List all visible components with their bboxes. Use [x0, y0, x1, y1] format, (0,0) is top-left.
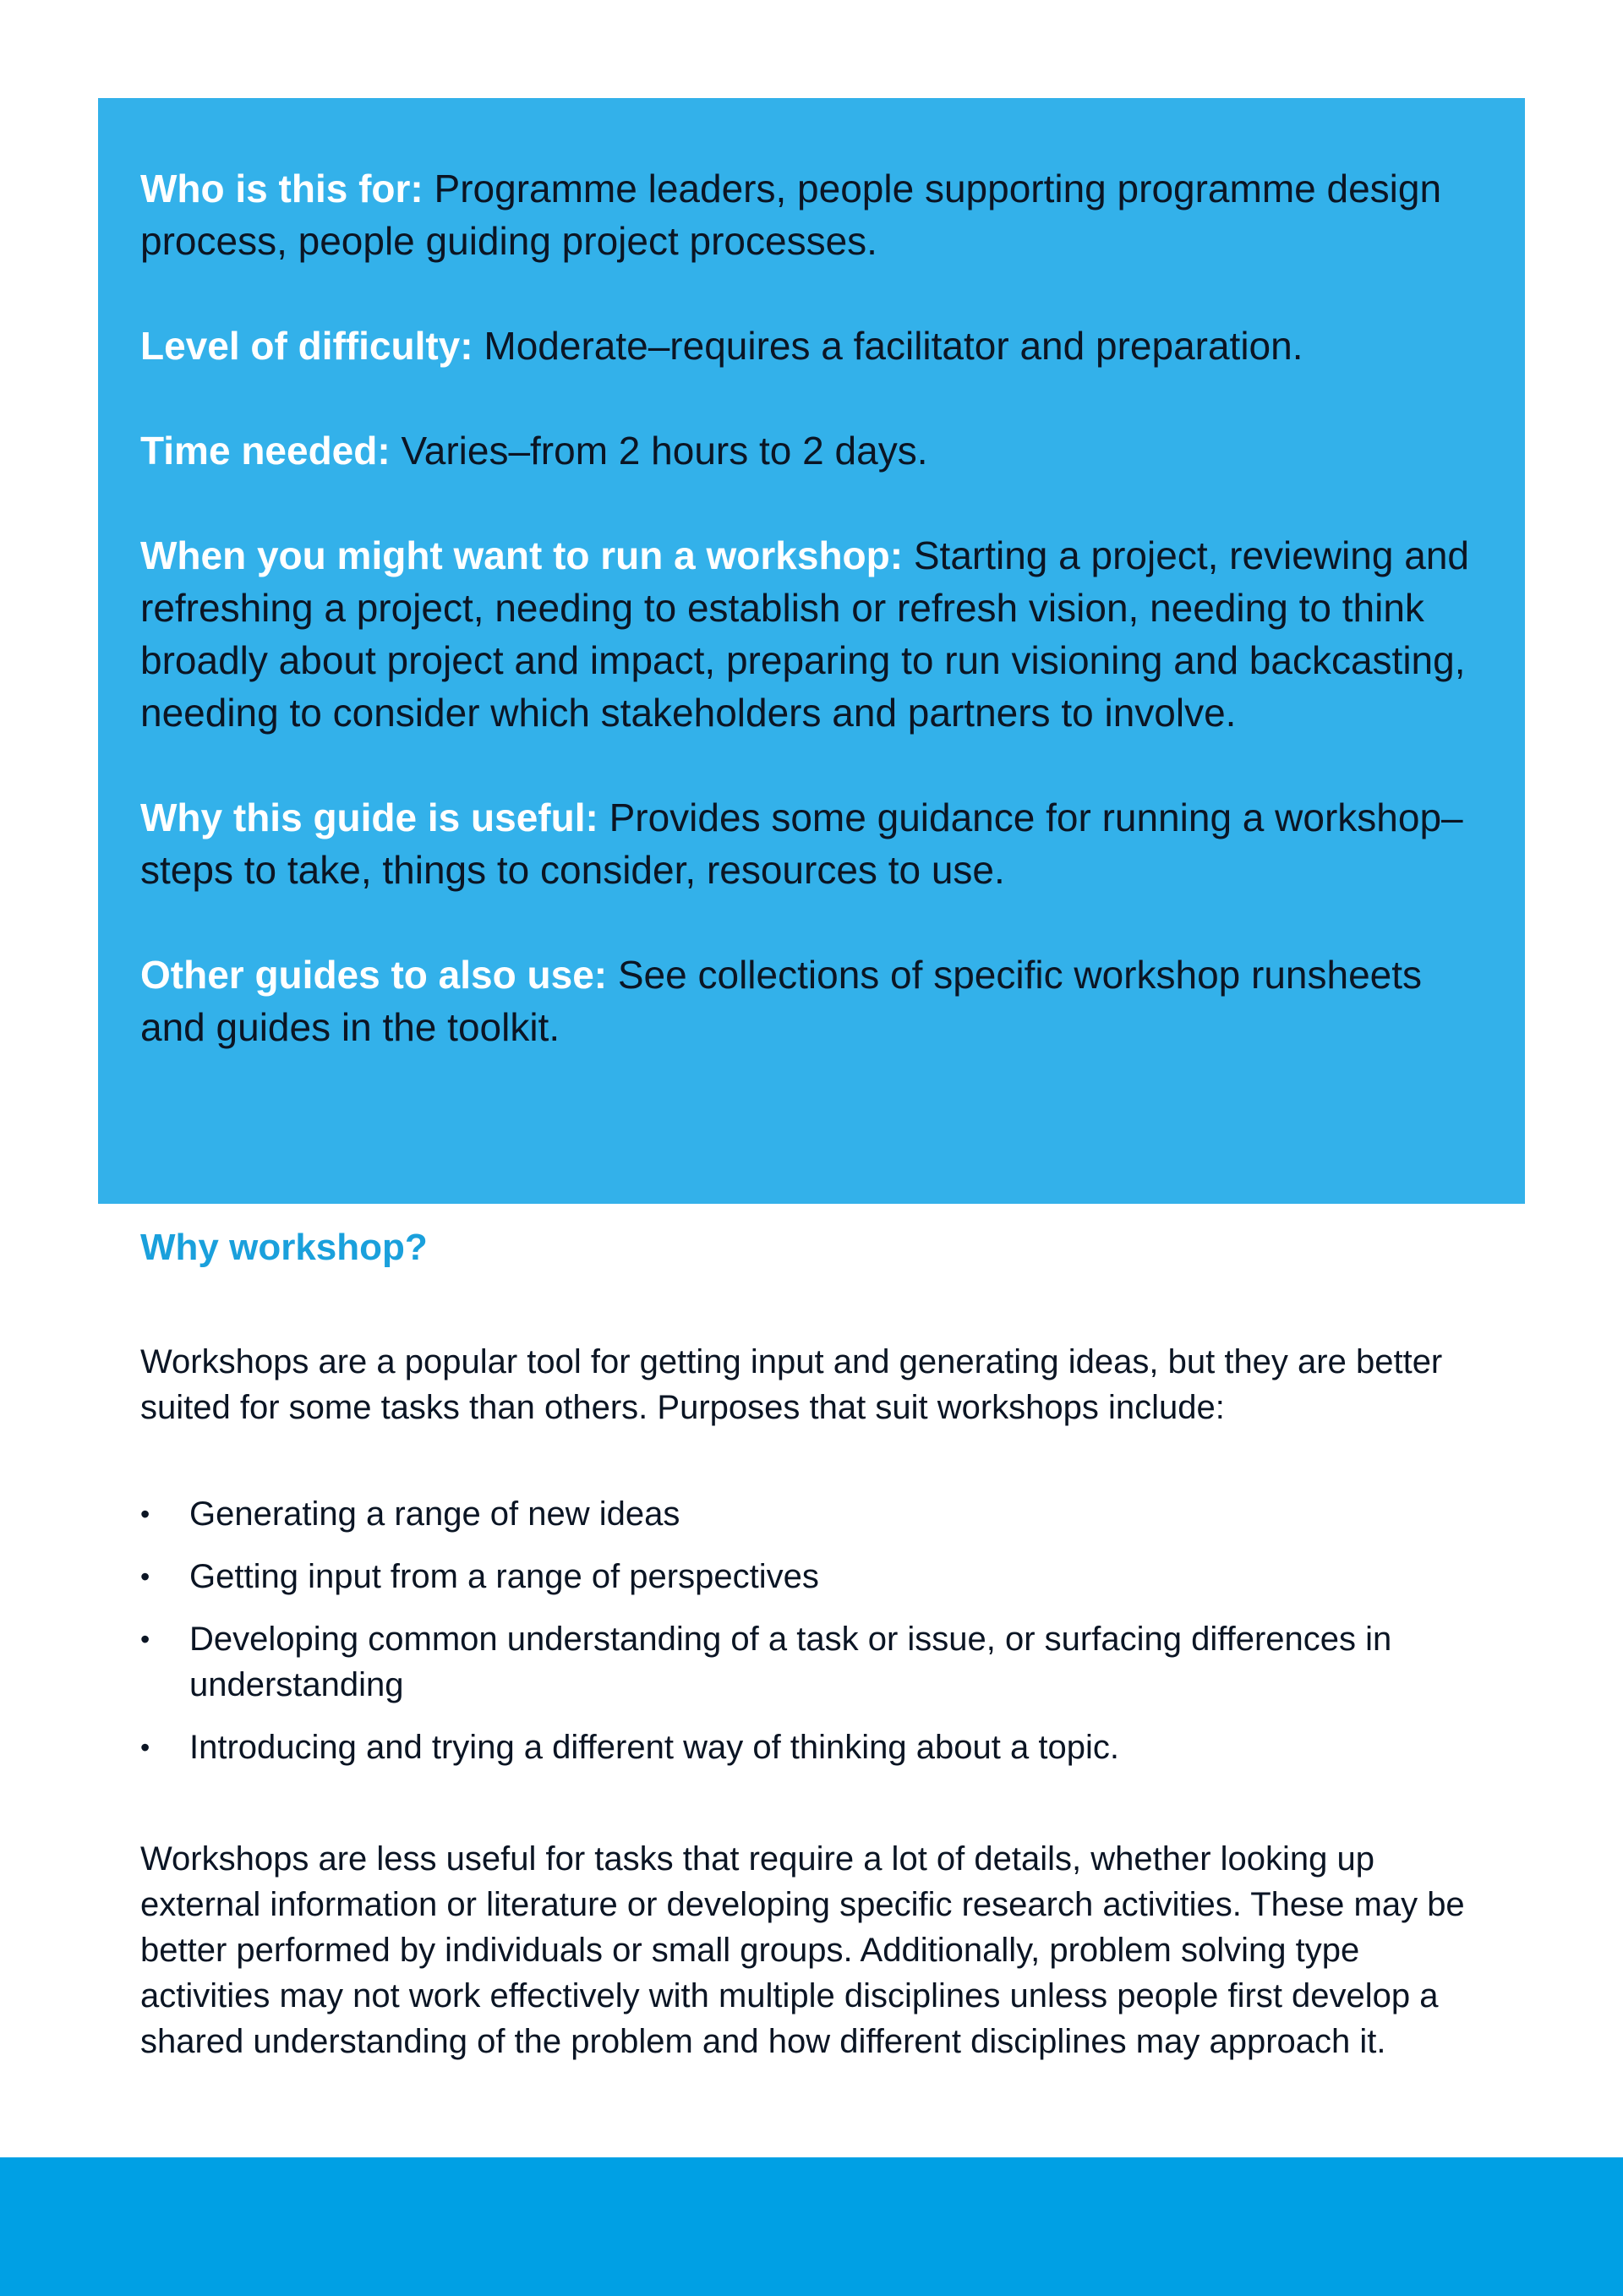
info-text: Moderate–requires a facilitator and preparation.: [484, 324, 1303, 368]
info-label: Why this guide is useful:: [140, 795, 598, 839]
info-item-when: [140, 529, 1484, 739]
info-text: Provides some guidance for running a workshop–steps to take, things to consider, resources to use.: [140, 795, 1463, 892]
list-item-text: Generating a range of new ideas: [189, 1495, 680, 1533]
list-item-text: Getting input from a range of perspectives: [189, 1558, 819, 1595]
list-item: [140, 1491, 1493, 1537]
info-item-difficulty: [140, 320, 1484, 372]
info-label: Level of difficulty:: [140, 324, 473, 368]
info-item-time: [140, 424, 1484, 477]
info-text: Programme leaders, people supporting programme design process, people guiding project processes.: [140, 167, 1442, 263]
bullet-icon: •: [140, 1561, 150, 1592]
list-item: [140, 1616, 1493, 1708]
bullet-icon: •: [140, 1624, 150, 1654]
list-item: [140, 1554, 1493, 1599]
info-label: When you might want to run a workshop:: [140, 533, 904, 577]
info-text: Varies–from 2 hours to 2 days.: [401, 429, 928, 473]
bullet-icon: •: [140, 1732, 150, 1763]
info-item-audience: [140, 162, 1484, 267]
list-item-text: Developing common understanding of a task or issue, or surfacing differences in understanding: [189, 1621, 1392, 1703]
info-label: Time needed:: [140, 429, 391, 473]
bullet-icon: •: [140, 1499, 150, 1529]
info-text: See collections of specific workshop runsheets and guides in the toolkit.: [140, 953, 1423, 1049]
list-item: [140, 1725, 1493, 1770]
info-text: Starting a project, reviewing and refreshing a project, needing to establish or refresh vision, needing to think broadly about project and impact, preparing to run visioning and backcasting, needing to consider which stakeholders and partners to involve.: [140, 533, 1469, 735]
closing-paragraph: Workshops are less useful for tasks that require a lot of details, whether looking up external information or literature or developing specific research activities. These may be better performed by individuals or small groups. Additionally, problem solving type activities may not work effectively with multiple disciplines unless people first develop a shared understanding of the problem and how different disciplines may approach it.: [140, 1840, 1465, 2060]
info-label: Who is this for:: [140, 167, 424, 210]
info-item-why-useful: [140, 791, 1484, 896]
info-item-other-guides: [140, 948, 1484, 1053]
info-box: [98, 98, 1525, 1204]
footer-band: [0, 2157, 1623, 2296]
info-label: Other guides to also use:: [140, 953, 608, 997]
list-item-text: Introducing and trying a different way of thinking about a topic.: [189, 1729, 1119, 1766]
intro-paragraph: Workshops are a popular tool for getting input and generating ideas, but they are better suited for some tasks than others. Purposes that suit workshops include:: [140, 1343, 1443, 1426]
purpose-list: [140, 1491, 1493, 1787]
section-heading: Why workshop?: [140, 1227, 428, 1268]
